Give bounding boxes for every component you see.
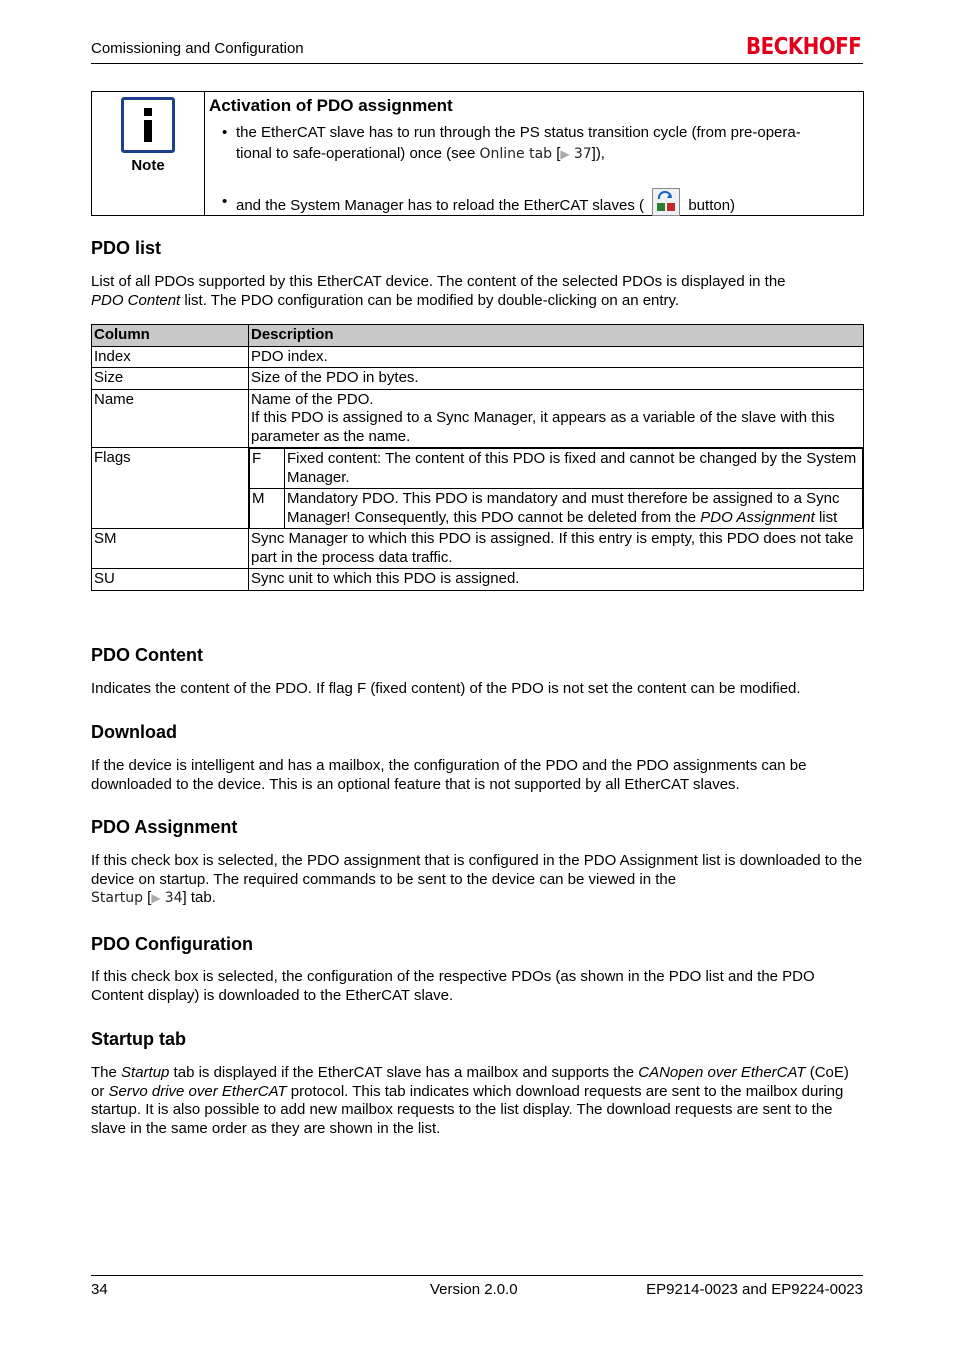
row-col-su: SU <box>92 569 249 591</box>
note-title: Activation of PDO assignment <box>209 96 453 115</box>
flag-m-desc: Mandatory PDO. This PDO is mandatory and must therefore be assigned to a Sync Manager! Consequently, this PDO cannot be deleted from the PDO Assignment list <box>285 489 863 529</box>
info-icon <box>121 97 175 153</box>
footer-divider <box>91 1275 863 1276</box>
row-desc-name: Name of the PDO. If this PDO is assigned to a Sync Manager, it appears as a variable of the slave with this parameter as the name. <box>249 389 864 448</box>
page-ref-37-link[interactable]: 37 <box>573 146 592 162</box>
row-desc-sm: Sync Manager to which this PDO is assigned. If this entry is empty, this PDO does not take part in the process data traffic. <box>249 529 864 569</box>
online-tab-link[interactable]: Online tab <box>479 146 553 162</box>
pdo-content-heading: PDO Content <box>91 645 203 665</box>
pdo-assignment-text: If this check box is selected, the PDO assignment that is configured in the PDO Assignment list is downloaded to the device on startup. The required commands to be sent to the device can be viewed in the Startup [▶ 34] tab. <box>91 852 863 906</box>
table-row <box>92 448 864 529</box>
page-ref-arrow-icon: ▶ <box>560 147 570 161</box>
row-col-flags: Flags <box>92 448 249 529</box>
header-divider <box>91 63 863 64</box>
note-label: Note <box>131 157 165 174</box>
pdo-configuration-text: If this check box is selected, the configuration of the respective PDOs (as shown in the PDO list and the PDO Content display) is downloaded to the EtherCAT slave. <box>91 968 815 1004</box>
pdo-list-heading: PDO list <box>91 238 162 258</box>
pdo-list-table <box>91 324 864 591</box>
row-col-sm: SM <box>92 529 249 569</box>
table-row <box>92 569 864 591</box>
flag-f: F <box>250 449 285 489</box>
row-desc-flags <box>249 448 864 529</box>
beckhoff-logo: BECKHOFF <box>746 34 862 60</box>
note-icon-column <box>92 92 205 215</box>
row-desc-su: Sync unit to which this PDO is assigned. <box>249 569 864 591</box>
flags-subtable <box>249 448 863 528</box>
note-bullet-2: and the System Manager has to reload the EtherCAT slaves ( button) <box>236 188 856 216</box>
row-col-size: Size <box>92 368 249 390</box>
row-desc-size: Size of the PDO in bytes. <box>249 368 864 390</box>
table-row <box>92 368 864 390</box>
reload-slaves-icon <box>652 188 680 216</box>
bullet-marker: • <box>222 124 228 141</box>
flag-m: M <box>250 489 285 529</box>
startup-tab-link[interactable]: Startup <box>91 890 143 906</box>
table-row <box>92 389 864 448</box>
header-section-title: Comissioning and Configuration <box>91 40 304 57</box>
table-row <box>92 529 864 569</box>
download-heading: Download <box>91 722 177 742</box>
product-name: EP9214-0023 and EP9224-0023 <box>646 1281 863 1298</box>
row-desc-index: PDO index. <box>249 346 864 368</box>
row-col-name: Name <box>92 389 249 448</box>
note-bullet-1: the EtherCAT slave has to run through the PS status transition cycle (from pre-opera- tional to safe-operational) once (see Online tab [▶ 37]), <box>236 124 801 162</box>
flag-f-desc: Fixed content: The content of this PDO is fixed and cannot be changed by the System Manager. <box>285 449 863 489</box>
table-row <box>92 346 864 368</box>
page-ref-arrow-icon: ▶ <box>151 891 161 905</box>
note-box <box>91 91 864 216</box>
row-col-index: Index <box>92 346 249 368</box>
pdo-assignment-heading: PDO Assignment <box>91 817 238 837</box>
table-header-row <box>92 325 864 347</box>
page-number: 34 <box>91 1281 108 1298</box>
bullet-marker: • <box>222 193 228 210</box>
startup-tab-heading: Startup tab <box>91 1029 187 1049</box>
pdo-content-text: Indicates the content of the PDO. If flag F (fixed content) of the PDO is not set the content can be modified. <box>91 680 801 697</box>
download-text: If the device is intelligent and has a mailbox, the configuration of the PDO and the PDO assignments can be downloaded to the device. This is an optional feature that is not supported by all EtherCAT slaves. <box>91 757 807 793</box>
pdo-list-intro: List of all PDOs supported by this EtherCAT device. The content of the selected PDOs is displayed in the PDO Content list. The PDO configuration can be modified by double-clicking on an entry. <box>91 273 786 309</box>
column-header-column: Column <box>92 325 249 347</box>
startup-tab-text: The Startup tab is displayed if the EtherCAT slave has a mailbox and supports the CANopen over EtherCAT (CoE) or Servo drive over EtherCAT protocol. This tab indicates which download requests are sent to the mailbox during startup. It is also possible to add new mailbox requests to the list display. The download requests are sent to the slave in the same order as they are shown in the list. <box>91 1064 849 1137</box>
column-header-description: Description <box>249 325 864 347</box>
pdo-configuration-heading: PDO Configuration <box>91 934 253 954</box>
page-ref-34-link[interactable]: 34 <box>164 890 183 906</box>
document-version: Version 2.0.0 <box>430 1281 518 1298</box>
